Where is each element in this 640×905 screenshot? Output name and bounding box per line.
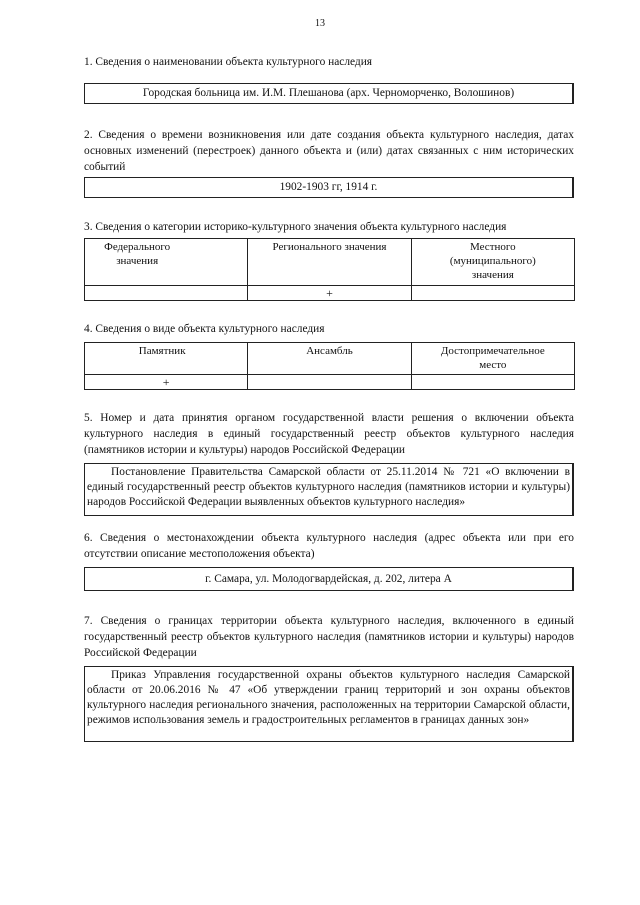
type-ensemble-header: Ансамбль xyxy=(248,343,411,375)
section-1-value-box xyxy=(84,83,574,104)
table-header-row xyxy=(85,239,575,286)
category-table xyxy=(84,238,575,301)
category-local-mark xyxy=(411,286,574,301)
category-federal-header: Федерального значения xyxy=(85,239,248,286)
section-7-heading: 7. Сведения о границах территории объекта культурного наследия, включенного в единый государственный реестр объектов культурного наследия (памятников истории и культуры) народов Российской Федерации xyxy=(84,615,574,659)
section-2-value-box xyxy=(84,177,574,198)
section-3-heading: 3. Сведения о категории историко-культурного значения объекта культурного наследия xyxy=(84,221,507,233)
type-landmark-mark xyxy=(411,375,574,390)
table-header-row xyxy=(85,343,575,375)
creation-date-value: 1902-1903 гг, 1914 г. xyxy=(279,181,378,193)
category-regional-header: Регионального значения xyxy=(248,239,411,286)
page-number: 13 xyxy=(315,18,325,29)
section-7-value-box xyxy=(84,666,574,742)
section-2-heading: 2. Сведения о времени возникновения или дате создания объекта культурного наследия, датах основных изменений (перестроек) данного объекта и (или) датах связанных с ним исторических событий xyxy=(84,129,574,173)
type-monument-mark: + xyxy=(85,375,248,390)
category-federal-mark xyxy=(85,286,248,301)
section-6-heading: 6. Сведения о местонахождении объекта культурного наследия (адрес объекта или при его отсутствии описание местоположения объекта) xyxy=(84,532,574,560)
category-local-header: Местного (муниципального) значения xyxy=(411,239,574,286)
table-row xyxy=(85,375,575,390)
section-5-value-box xyxy=(84,463,574,516)
object-name-value: Городская больница им. И.М. Плешанова (арх. Черноморченко, Волошинов) xyxy=(142,87,515,99)
section-4-heading: 4. Сведения о виде объекта культурного наследия xyxy=(84,323,325,335)
type-monument-header: Памятник xyxy=(85,343,248,375)
type-landmark-header: Достопримечательное место xyxy=(411,343,574,375)
table-row xyxy=(85,286,575,301)
category-regional-mark: + xyxy=(248,286,411,301)
section-6-value-box xyxy=(84,567,574,591)
registry-decision-value: Постановление Правительства Самарской области от 25.11.2014 № 721 «О включении в единый государственный реестр объектов культурного наследия (памятников истории и культуры) народов Российской Федерации выявленных объектов культурного наследия» xyxy=(87,466,570,508)
type-table xyxy=(84,342,575,390)
section-1-heading: 1. Сведения о наименовании объекта культурного наследия xyxy=(84,56,373,68)
section-5-heading: 5. Номер и дата принятия органом государственной власти решения о включении объекта культурного наследия в единый государственный реестр объектов культурного наследия (памятников истории и культуры) народов Российской Федерации xyxy=(84,412,574,456)
boundaries-order-value: Приказ Управления государственной охраны объектов культурного наследия Самарской области от 20.06.2016 № 47 «Об утверждении границ территорий и зон охраны объектов культурного наследия регионального значения, расположенных на территории Самарской области, режимов использования земель и градостроительных регламентов в границах данных зон» xyxy=(87,669,570,726)
type-ensemble-mark xyxy=(248,375,411,390)
address-value: г. Самара, ул. Молодогвардейская, д. 202, литера А xyxy=(205,572,452,585)
